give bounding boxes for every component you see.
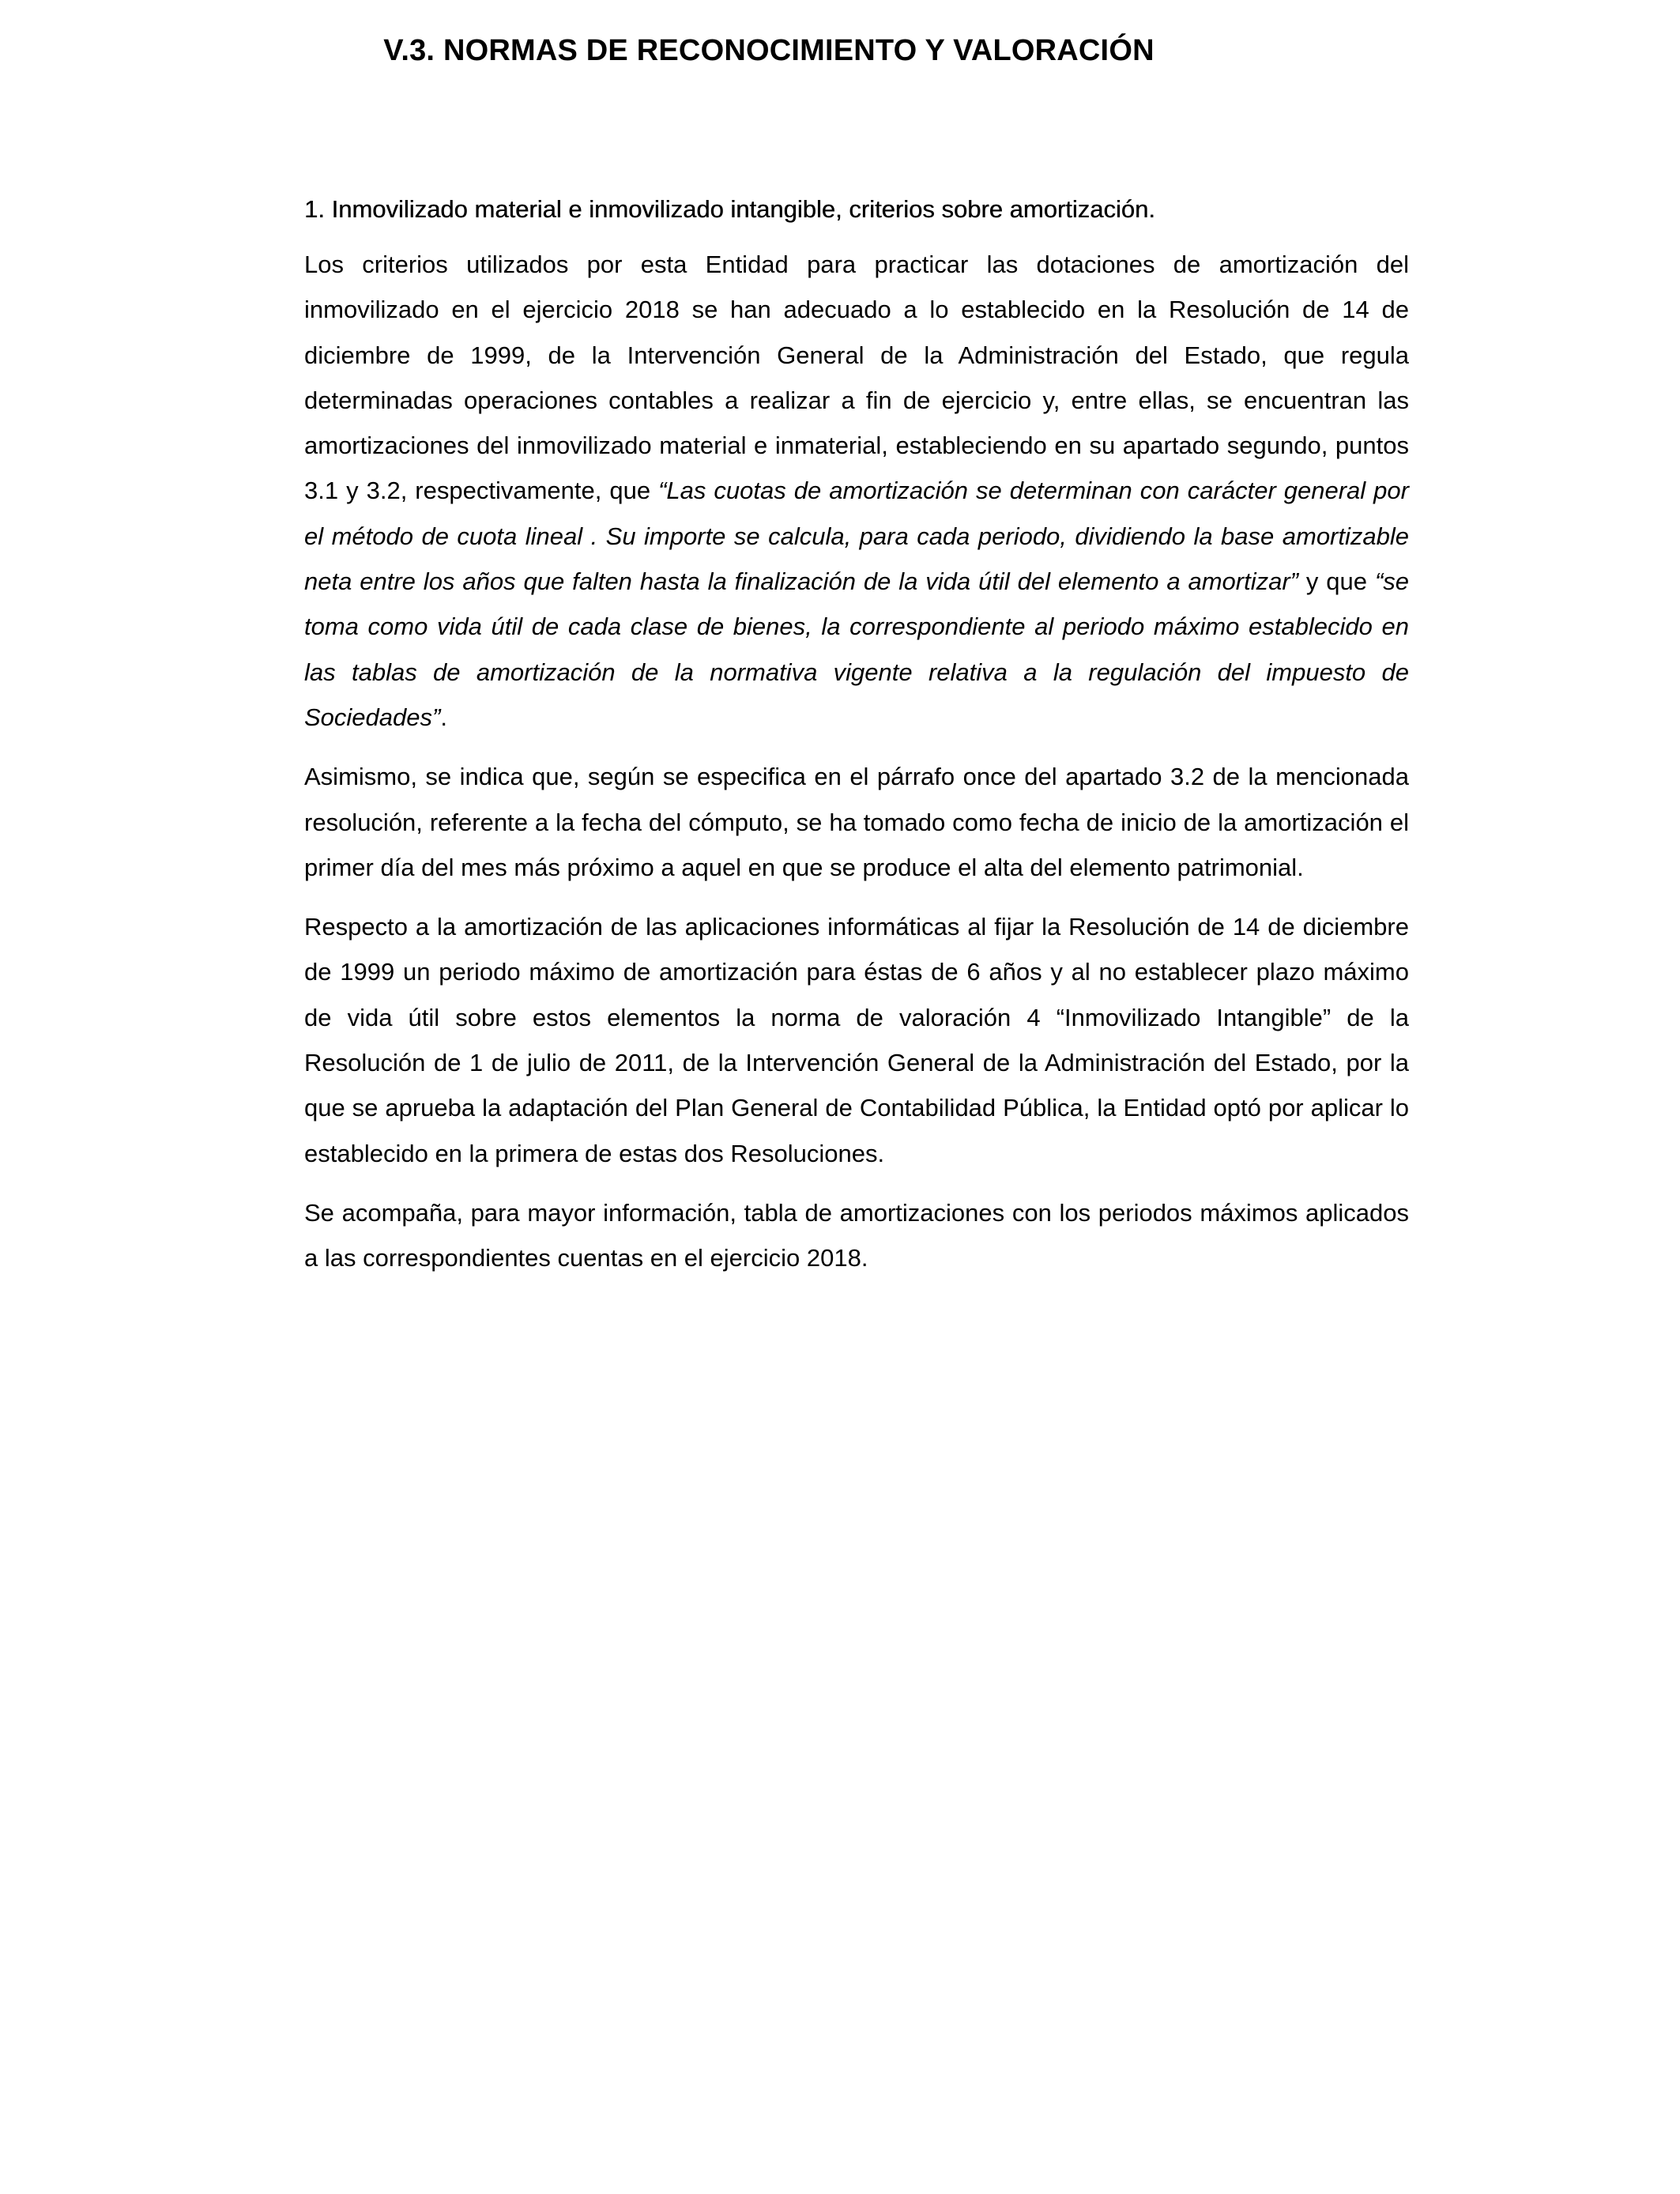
paragraph-tabla-amortizaciones: Se acompaña, para mayor información, tabla de amortizaciones con los periodos máximos aplicados a las correspondientes cuentas en el ejercicio 2018.	[304, 1198, 1409, 1272]
section-heading: 1. Inmovilizado material e inmovilizado intangible, criterios sobre amortización.	[304, 195, 1155, 223]
page-title-text: V.3. NORMAS DE RECONOCIMIENTO Y VALORACIÓN	[383, 34, 1155, 67]
paragraph-criterios-text: Los criterios utilizados por esta Entidad para practicar las dotaciones de amortización del inmovilizado en el ejercicio 2018 se han adecuado a lo establecido en la Resolución de 14 de diciembre de 1999, de la Intervención General de la Administración del Estado, que regula determinadas operaciones contables a realizar a fin de ejercicio y, entre ellas, se encuentran las amortizaciones del inmovilizado material e inmaterial, estableciendo en su apartado segundo, puntos 3.1 y 3.2, respectivamente, que	[304, 251, 1409, 505]
quote-vida-util: “se toma como vida útil de cada clase de bienes, la correspondiente al periodo máximo establecido en las tablas de amortización de la normativa vigente relativa a la regulación del impuesto de Sociedades”	[304, 567, 1410, 731]
paragraph-asimismo: Asimismo, se indica que, según se especifica en el párrafo once del apartado 3.2 de la mencionada resolución, referente a la fecha del cómputo, se ha tomado como fecha de inicio de la amortización el primer día del mes más próximo a aquel en que se produce el alta del elemento patrimonial.	[304, 763, 1409, 881]
document-body	[304, 190, 1409, 1295]
paragraph-aplicaciones-informaticas: Respecto a la amortización de las aplicaciones informáticas al fijar la Resolución de 14 de diciembre de 1999 un periodo máximo de amortización para éstas de 6 años y al no establecer plazo máximo de vida útil sobre estos elementos la norma de valoración 4 “Inmovilizado Intangible” de la Resolución de 1 de julio de 2011, de la Intervención General de la Administración del Estado, por la que se aprueba la adaptación del Plan General de Contabilidad Pública, la Entidad optó por aplicar lo establecido en la primera de estas dos Resoluciones.	[304, 913, 1409, 1167]
paragraph-criterios-connector: y que	[1298, 567, 1375, 596]
quote-cuotas-amortizacion: “Las cuotas de amortización se determinan con carácter general por el método de cuota lineal . Su importe se calcula, para cada periodo, dividiendo la base amortizable neta entre los años que falten hasta la finalización de la vida útil del elemento a amortizar”	[304, 477, 1409, 596]
page-title	[0, 30, 1680, 71]
paragraph-criterios-end: .	[440, 703, 447, 731]
paragraph-criterios	[304, 242, 1409, 740]
